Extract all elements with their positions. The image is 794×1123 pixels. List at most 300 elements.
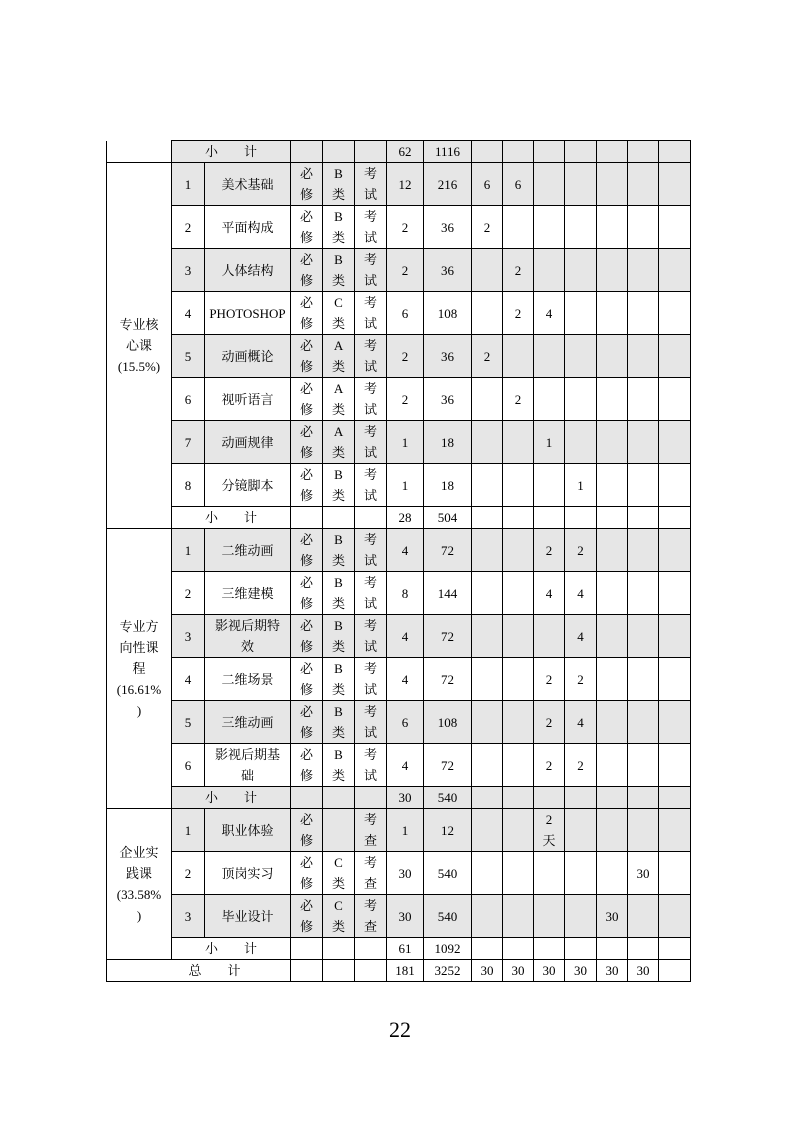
semester-2-cell [503, 335, 534, 378]
course-type-cell [323, 938, 355, 960]
semester-6-cell [628, 615, 659, 658]
category-label-line: ) [136, 703, 142, 718]
course-type-text: B类 [332, 467, 346, 503]
semester-5-cell [597, 163, 628, 206]
semester-3-cell [534, 507, 565, 529]
semester-4-cell [565, 206, 597, 249]
hours-text: 12 [441, 822, 455, 838]
course-nature-text: 必修 [300, 661, 314, 697]
subtotal-row [107, 938, 691, 960]
course-name-text: 二维动画 [221, 542, 274, 558]
course-nature-cell [291, 335, 323, 378]
course-nature-cell [291, 787, 323, 809]
hours-cell [424, 960, 472, 982]
hours-text: 1092 [434, 941, 461, 956]
semester-4-cell [565, 960, 597, 982]
semester-6-cell [628, 507, 659, 529]
course-type-cell [323, 744, 355, 787]
course-type-cell [323, 960, 355, 982]
curriculum-table [106, 140, 691, 982]
credits-cell [387, 421, 424, 464]
course-number-text: 1 [184, 822, 192, 838]
semester-1-text: 6 [483, 176, 491, 192]
course-name-cell [205, 744, 291, 787]
course-name-text: 顶岗实习 [221, 865, 274, 881]
category-label-line: 心课 [125, 338, 152, 353]
course-type-text: C类 [332, 855, 346, 891]
course-type-text: C类 [332, 898, 346, 934]
semester-3-cell [534, 895, 565, 938]
semester-3-cell [534, 938, 565, 960]
semester-4-text: 4 [577, 585, 584, 601]
credits-cell [387, 464, 424, 507]
course-nature-cell [291, 895, 323, 938]
credits-text: 2 [401, 219, 409, 235]
assessment-cell [355, 507, 387, 529]
semester-5-text: 30 [605, 908, 619, 924]
hours-cell [424, 938, 472, 960]
credits-cell [387, 141, 424, 163]
assessment-cell [355, 464, 387, 507]
course-number-cell [172, 701, 205, 744]
assessment-cell [355, 141, 387, 163]
credits-text: 4 [401, 757, 409, 773]
semester-1-cell [472, 335, 503, 378]
course-type-cell [323, 852, 355, 895]
semester-4-cell [565, 615, 597, 658]
course-nature-cell [291, 938, 323, 960]
semester-6-cell [628, 335, 659, 378]
course-number-text: 4 [184, 305, 192, 321]
semester-2-cell [503, 701, 534, 744]
semester-1-cell [472, 378, 503, 421]
assessment-cell [355, 658, 387, 701]
hours-cell [424, 507, 472, 529]
semester-6-cell [628, 572, 659, 615]
semester-7-cell [659, 658, 691, 701]
credits-text: 4 [401, 671, 409, 687]
assessment-text: 考试 [364, 209, 378, 245]
course-number-cell [172, 615, 205, 658]
semester-3-cell [534, 658, 565, 701]
course-type-text: B类 [332, 661, 346, 697]
course-nature-cell [291, 529, 323, 572]
credits-cell [387, 163, 424, 206]
course-nature-text: 必修 [300, 295, 314, 331]
course-number-cell [172, 163, 205, 206]
semester-4-cell [565, 529, 597, 572]
credits-text: 1 [401, 434, 409, 450]
hours-cell [424, 658, 472, 701]
semester-2-cell [503, 895, 534, 938]
semester-7-cell [659, 809, 691, 852]
semester-1-text: 2 [483, 219, 491, 235]
category-label-line: 践课 [125, 866, 152, 881]
course-type-cell [323, 615, 355, 658]
assessment-cell [355, 292, 387, 335]
semester-7-cell [659, 206, 691, 249]
semester-4-cell [565, 507, 597, 529]
subtotal-label-text: 小 计 [205, 510, 258, 525]
assessment-text: 考试 [364, 166, 378, 202]
hours-text: 108 [437, 305, 458, 321]
course-row [107, 701, 691, 744]
hours-cell [424, 249, 472, 292]
semester-4-text: 2 [577, 542, 584, 558]
course-number-cell [172, 529, 205, 572]
semester-4-cell [565, 292, 597, 335]
semester-1-cell [472, 163, 503, 206]
course-number-cell [172, 292, 205, 335]
credits-text: 4 [401, 628, 409, 644]
semester-6-cell [628, 852, 659, 895]
credits-text: 181 [395, 963, 415, 978]
semester-4-cell [565, 938, 597, 960]
semester-3-cell [534, 141, 565, 163]
course-nature-text: 必修 [300, 467, 314, 503]
semester-7-cell [659, 895, 691, 938]
semester-4-cell [565, 701, 597, 744]
semester-4-cell [565, 421, 597, 464]
category-label-line: 向性课 [119, 640, 159, 655]
hours-cell [424, 572, 472, 615]
semester-6-cell [628, 658, 659, 701]
assessment-text: 考查 [364, 812, 378, 848]
assessment-cell [355, 206, 387, 249]
course-nature-cell [291, 378, 323, 421]
course-type-cell [323, 464, 355, 507]
semester-3-cell [534, 809, 565, 852]
course-number-cell [172, 809, 205, 852]
hours-text: 36 [441, 391, 455, 407]
course-row [107, 421, 691, 464]
semester-4-text: 4 [577, 628, 584, 644]
credits-cell [387, 378, 424, 421]
course-type-cell [323, 658, 355, 701]
course-type-cell [323, 206, 355, 249]
semester-4-text: 1 [577, 477, 584, 493]
semester-4-cell [565, 378, 597, 421]
hours-text: 540 [437, 790, 458, 805]
credits-text: 61 [398, 941, 412, 956]
semester-7-cell [659, 787, 691, 809]
semester-2-cell [503, 464, 534, 507]
course-name-cell [205, 249, 291, 292]
assessment-text: 考试 [364, 704, 378, 740]
course-number-cell [172, 895, 205, 938]
course-name-cell [205, 615, 291, 658]
semester-2-cell [503, 529, 534, 572]
semester-1-cell [472, 292, 503, 335]
course-type-cell [323, 809, 355, 852]
course-nature-cell [291, 701, 323, 744]
hours-text: 36 [441, 348, 455, 364]
assessment-cell [355, 249, 387, 292]
semester-1-cell [472, 938, 503, 960]
course-number-text: 6 [184, 391, 192, 407]
assessment-cell [355, 163, 387, 206]
semester-3-text: 4 [545, 305, 553, 321]
course-nature-cell [291, 744, 323, 787]
category-label-line: (16.61% [116, 682, 162, 697]
semester-2-cell [503, 744, 534, 787]
course-name-cell [205, 529, 291, 572]
assessment-cell [355, 378, 387, 421]
course-nature-cell [291, 507, 323, 529]
course-number-text: 2 [184, 865, 192, 881]
hours-cell [424, 787, 472, 809]
credits-text: 2 [401, 348, 409, 364]
semester-3-cell [534, 249, 565, 292]
semester-2-cell [503, 206, 534, 249]
assessment-cell [355, 744, 387, 787]
semester-2-cell [503, 163, 534, 206]
semester-5-cell [597, 852, 628, 895]
semester-5-text: 30 [605, 963, 619, 978]
semester-5-cell [597, 421, 628, 464]
semester-3-cell [534, 464, 565, 507]
semester-6-text: 30 [636, 865, 650, 881]
category-cell [107, 163, 172, 529]
course-row [107, 744, 691, 787]
semester-1-cell [472, 615, 503, 658]
course-number-text: 4 [184, 671, 192, 687]
assessment-text: 考试 [364, 424, 378, 460]
semester-5-cell [597, 529, 628, 572]
category-cell [107, 529, 172, 809]
course-type-cell [323, 421, 355, 464]
subtotal-label-text: 小 计 [205, 941, 258, 956]
semester-3-cell [534, 529, 565, 572]
assessment-text: 考试 [364, 747, 378, 783]
semester-2-cell [503, 852, 534, 895]
course-type-text: B类 [332, 747, 346, 783]
course-name-text: 三维动画 [221, 714, 274, 730]
hours-cell [424, 141, 472, 163]
semester-5-cell [597, 378, 628, 421]
course-number-cell [172, 572, 205, 615]
semester-2-cell [503, 572, 534, 615]
grand-total-row [107, 960, 691, 982]
semester-1-cell [472, 895, 503, 938]
semester-1-cell [472, 421, 503, 464]
category-label-line: 专业核 [119, 317, 159, 332]
semester-4-cell [565, 464, 597, 507]
credits-cell [387, 249, 424, 292]
semester-5-cell [597, 206, 628, 249]
course-type-cell [323, 335, 355, 378]
semester-4-text: 2 [577, 671, 584, 687]
credits-cell [387, 206, 424, 249]
course-nature-text: 必修 [300, 747, 314, 783]
semester-1-cell [472, 701, 503, 744]
semester-7-cell [659, 421, 691, 464]
hours-text: 36 [441, 262, 455, 278]
page-number: 22 [389, 1017, 411, 1042]
assessment-cell [355, 335, 387, 378]
semester-1-cell [472, 960, 503, 982]
semester-6-cell [628, 206, 659, 249]
semester-7-cell [659, 378, 691, 421]
semester-4-cell [565, 809, 597, 852]
semester-7-cell [659, 960, 691, 982]
course-row [107, 615, 691, 658]
course-number-cell [172, 378, 205, 421]
course-nature-cell [291, 141, 323, 163]
assessment-cell [355, 421, 387, 464]
course-row [107, 335, 691, 378]
semester-3-cell [534, 378, 565, 421]
assessment-text: 考试 [364, 381, 378, 417]
course-type-text: B类 [332, 252, 346, 288]
course-name-text: 毕业设计 [221, 908, 274, 924]
semester-5-cell [597, 141, 628, 163]
semester-3-text: 2天 [542, 812, 556, 848]
course-nature-cell [291, 615, 323, 658]
semester-1-cell [472, 744, 503, 787]
credits-text: 6 [401, 305, 409, 321]
hours-text: 18 [441, 477, 455, 493]
course-row [107, 292, 691, 335]
hours-text: 540 [437, 865, 458, 881]
course-type-cell [323, 249, 355, 292]
course-number-cell [172, 744, 205, 787]
course-number-cell [172, 249, 205, 292]
semester-4-cell [565, 744, 597, 787]
course-nature-cell [291, 206, 323, 249]
semester-1-cell [472, 529, 503, 572]
semester-7-cell [659, 163, 691, 206]
course-number-cell [172, 464, 205, 507]
course-number-text: 1 [184, 176, 192, 192]
course-nature-cell [291, 572, 323, 615]
credits-cell [387, 852, 424, 895]
course-number-cell [172, 206, 205, 249]
hours-cell [424, 163, 472, 206]
credits-cell [387, 507, 424, 529]
category-label-line: 专业方 [119, 619, 159, 634]
semester-1-cell [472, 787, 503, 809]
course-name-text: 二维场景 [221, 671, 274, 687]
course-nature-cell [291, 464, 323, 507]
semester-1-cell [472, 809, 503, 852]
semester-6-cell [628, 421, 659, 464]
hours-text: 72 [441, 757, 455, 773]
course-name-cell [205, 809, 291, 852]
semester-1-text: 2 [483, 348, 491, 364]
semester-6-cell [628, 960, 659, 982]
course-name-text: 影视后期基础 [214, 747, 280, 783]
category-cell-continued [107, 141, 172, 163]
assessment-cell [355, 809, 387, 852]
semester-5-cell [597, 572, 628, 615]
credits-cell [387, 701, 424, 744]
semester-4-cell [565, 572, 597, 615]
semester-7-cell [659, 335, 691, 378]
semester-3-cell [534, 615, 565, 658]
semester-7-cell [659, 744, 691, 787]
semester-6-cell [628, 744, 659, 787]
semester-5-cell [597, 960, 628, 982]
course-row [107, 163, 691, 206]
course-name-cell [205, 163, 291, 206]
subtotal-label-cell [172, 141, 291, 163]
credits-text: 30 [398, 790, 412, 805]
course-number-text: 2 [184, 585, 192, 601]
semester-6-cell [628, 529, 659, 572]
course-number-cell [172, 421, 205, 464]
subtotal-label-cell [172, 938, 291, 960]
course-type-cell [323, 572, 355, 615]
semester-1-cell [472, 507, 503, 529]
assessment-text: 考试 [364, 467, 378, 503]
course-number-cell [172, 658, 205, 701]
semester-3-cell [534, 292, 565, 335]
semester-6-cell [628, 163, 659, 206]
semester-3-text: 30 [542, 963, 556, 978]
subtotal-label-cell [172, 507, 291, 529]
semester-7-cell [659, 507, 691, 529]
semester-5-cell [597, 787, 628, 809]
credits-cell [387, 744, 424, 787]
hours-text: 72 [441, 671, 455, 687]
semester-6-cell [628, 895, 659, 938]
course-row [107, 572, 691, 615]
course-nature-text: 必修 [300, 381, 314, 417]
course-type-text: B类 [332, 532, 346, 568]
semester-2-text: 2 [514, 391, 522, 407]
semester-2-cell [503, 809, 534, 852]
credits-cell [387, 529, 424, 572]
course-type-cell [323, 701, 355, 744]
course-type-cell [323, 163, 355, 206]
assessment-text: 考试 [364, 575, 378, 611]
semester-6-cell [628, 464, 659, 507]
course-name-cell [205, 464, 291, 507]
course-name-cell [205, 572, 291, 615]
course-name-text: 动画概论 [221, 348, 274, 364]
assessment-cell [355, 529, 387, 572]
course-row [107, 206, 691, 249]
hours-cell [424, 464, 472, 507]
subtotal-row [107, 787, 691, 809]
semester-5-cell [597, 744, 628, 787]
semester-6-cell [628, 938, 659, 960]
course-type-cell [323, 292, 355, 335]
semester-2-text: 2 [514, 305, 522, 321]
semester-4-text: 4 [577, 714, 584, 730]
table-body [107, 141, 691, 982]
semester-6-cell [628, 292, 659, 335]
course-nature-cell [291, 421, 323, 464]
hours-text: 540 [437, 908, 458, 924]
hours-cell [424, 378, 472, 421]
subtotal-row [107, 141, 691, 163]
course-type-cell [323, 895, 355, 938]
hours-text: 144 [437, 585, 458, 601]
credits-text: 28 [398, 510, 412, 525]
assessment-cell [355, 572, 387, 615]
semester-3-cell [534, 852, 565, 895]
assessment-cell [355, 787, 387, 809]
hours-cell [424, 744, 472, 787]
course-nature-text: 必修 [300, 704, 314, 740]
semester-2-cell [503, 507, 534, 529]
course-row [107, 658, 691, 701]
course-row [107, 464, 691, 507]
course-number-cell [172, 335, 205, 378]
course-type-text: B类 [332, 209, 346, 245]
